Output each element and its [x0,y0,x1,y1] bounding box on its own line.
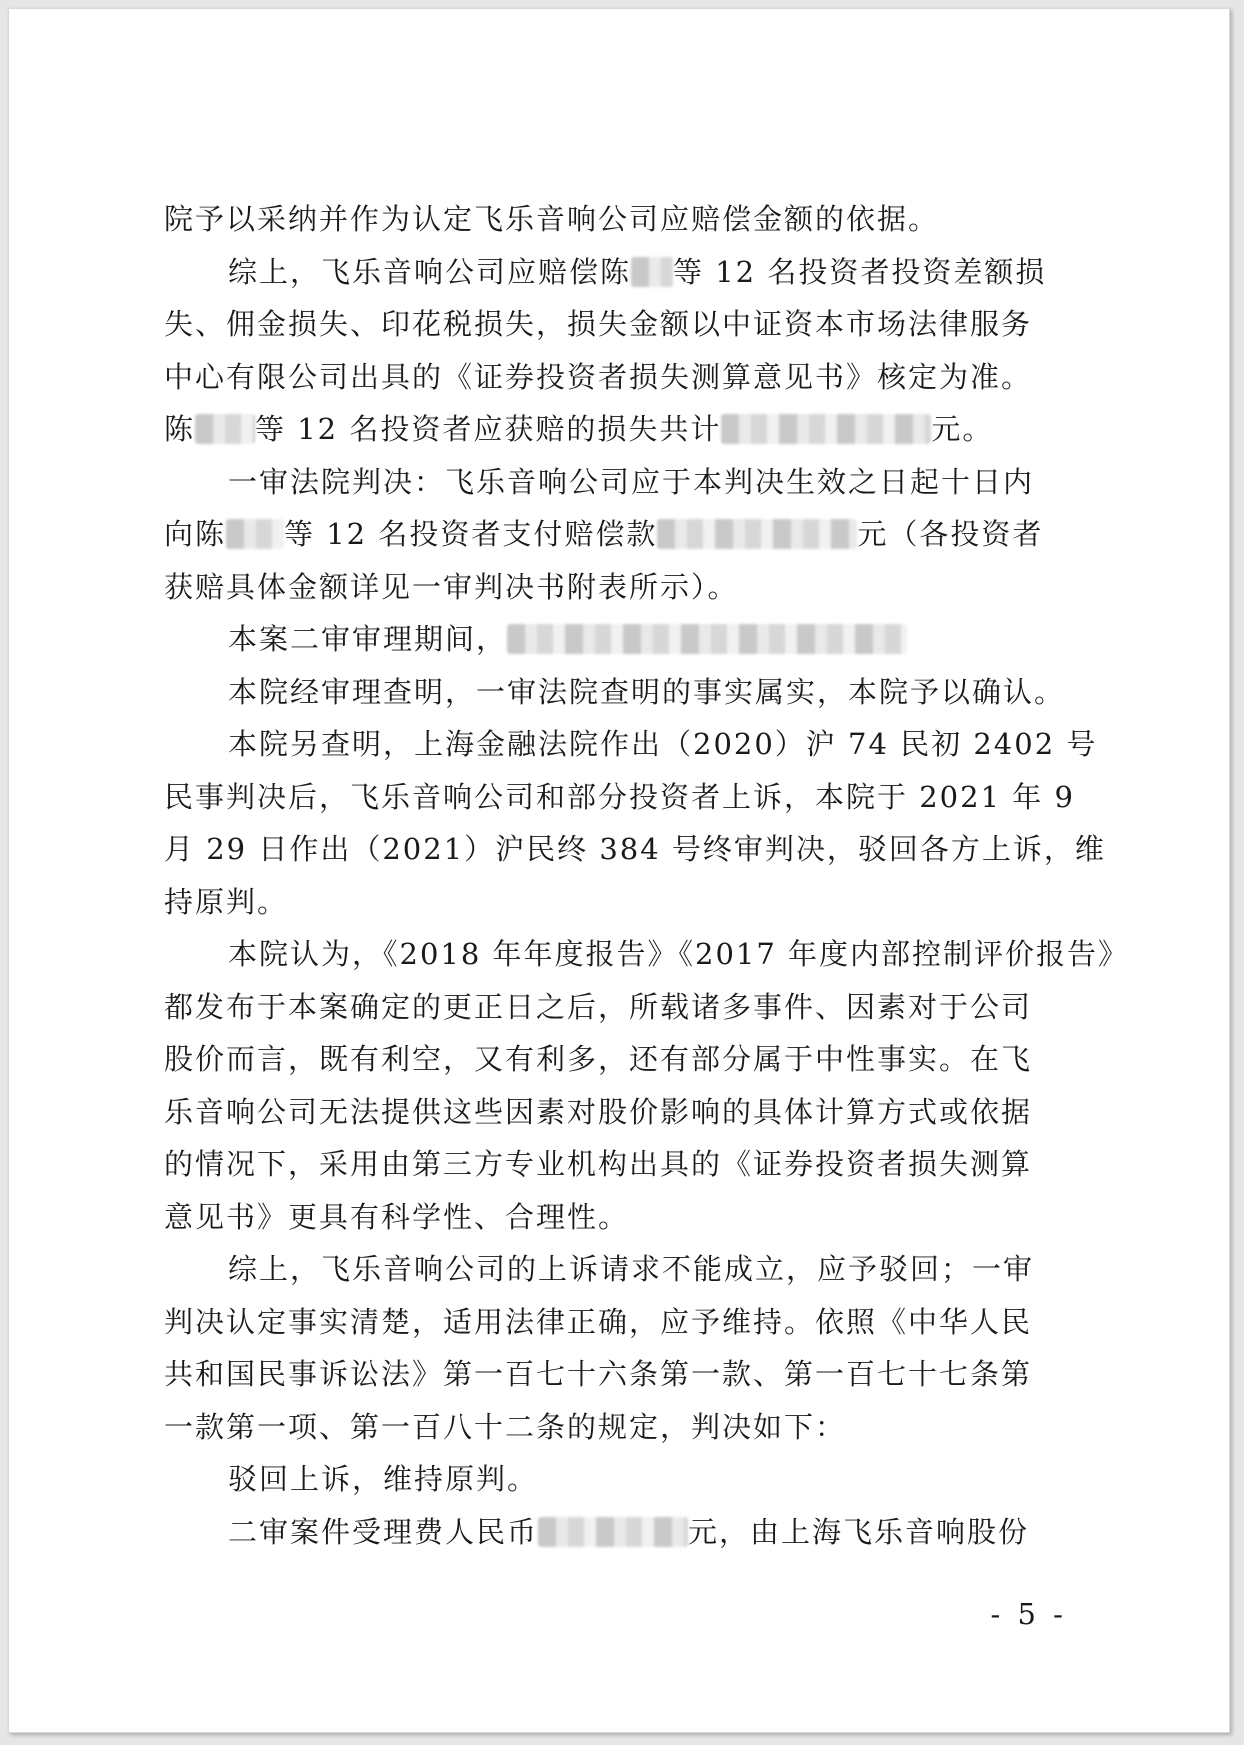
text-line: 意见书》更具有科学性、合理性。 [164,1199,630,1234]
text-segment: 等 12 名投资者投资差额损 [673,254,1047,289]
text-line: 判决认定事实清楚，适用法律正确，应予维持。依照《中华人民 [164,1304,1033,1339]
text-segment: 等 12 名投资者应获赔的损失共计 [255,412,722,446]
text-line: 本院认为，《2018 年年度报告》《2017 年度内部控制评价报告》 [228,937,1130,971]
text-line: 获赔具体金额详见一审判决书附表所示）。 [164,569,739,604]
text-segment: 向陈 [164,517,227,551]
redacted-text [195,414,255,444]
text-line: 驳回上诉，维持原判。 [228,1462,539,1496]
text-line: 院予以采纳并作为认定飞乐音响公司应赔偿金额的依据。 [164,202,940,236]
text-line: 一审法院判决：飞乐音响公司应于本判决生效之日起十日内 [228,464,1035,499]
document-page [8,8,1230,1733]
text-segment: 二审案件受理费人民币 [228,1514,539,1549]
text-segment: 陈 [164,412,196,446]
text-line [164,252,1084,305]
text-line [164,514,1084,567]
text-line: 共和国民事诉讼法》第一百七十六条第一款、第一百七十七条第 [164,1357,1033,1391]
text-line: 综上，飞乐音响公司的上诉请求不能成立，应予驳回；一审 [228,1252,1035,1286]
text-line: 本院经审理查明，一审法院查明的事实属实，本院予以确认。 [228,674,1066,709]
text-line: 的情况下，采用由第三方专业机构出具的《证券投资者损失测算 [164,1147,1033,1181]
text-line: 民事判决后，飞乐音响公司和部分投资者上诉，本院于 2021 年 9 [164,779,1075,814]
text-segment: 等 12 名投资者支付赔偿款 [284,517,658,551]
text-line: 都发布于本案确定的更正日之后，所载诸多事件、因素对于公司 [164,989,1033,1024]
redacted-text [226,519,284,549]
text-segment: 综上，飞乐音响公司应赔偿陈 [228,254,632,289]
text-line: 持原判。 [164,884,289,919]
text-segment: 元（各投资者 [857,517,1044,551]
text-line [164,409,1084,462]
text-line: 本院另查明，上海金融法院作出（2020）沪 74 民初 2402 号 [228,727,1098,761]
page-number: - 5 - [990,1597,1067,1631]
text-segment: 本案二审审理期间， [228,622,508,656]
document-body [164,199,1130,1564]
text-line: 失、佣金损失、印花税损失，损失金额以中证资本市场法律服务 [164,307,1033,341]
text-line: 中心有限公司出具的《证券投资者损失测算意见书》核定为准。 [164,359,1033,394]
redacted-text [631,257,673,287]
redacted-text [657,519,857,549]
redacted-text [507,624,907,654]
text-segment: 元。 [931,412,994,446]
text-line: 股价而言，既有利空，又有利多，还有部分属于中性事实。在飞 [164,1042,1033,1076]
redacted-text [721,414,931,444]
text-segment: 元，由上海飞乐音响股份 [688,1514,1030,1549]
redacted-text [538,1517,688,1547]
text-line: 一款第一项、第一百八十二条的规定，判决如下： [164,1409,847,1444]
text-line [164,619,1084,672]
text-line: 月 29 日作出（2021）沪民终 384 号终审判决，驳回各方上诉，维 [164,832,1106,866]
text-line: 乐音响公司无法提供这些因素对股价影响的具体计算方式或依据 [164,1094,1033,1129]
text-line [164,1512,1084,1565]
